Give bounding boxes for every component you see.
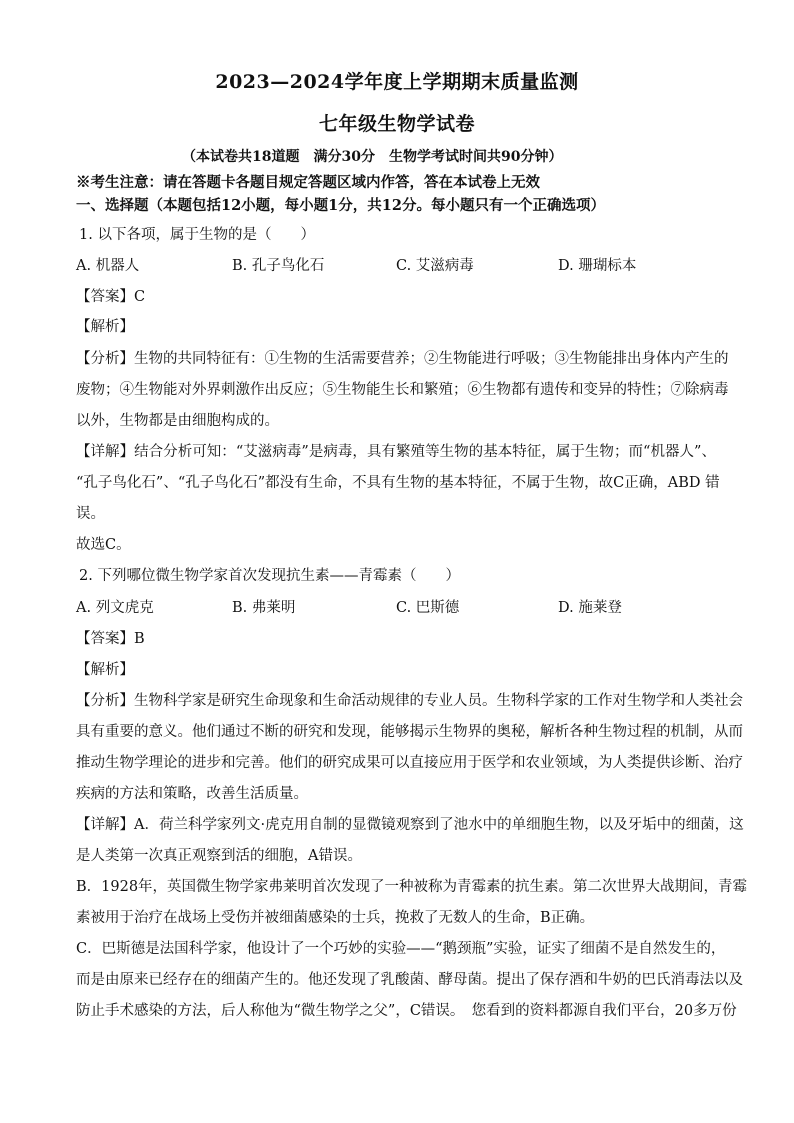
question-1-stem: 1. 以下各项，属于生物的是（ ）: [79, 227, 315, 243]
q1-analysis-line: 【分析】生物的共同特征有：①生物的生活需要营养；②生物能进行呼吸；③生物能排出身体内产生的: [76, 351, 729, 367]
q2-analysis-line: 推动生物学理论的进步和完善。他们的研究成果可以直接应用于医学和农业领域，为人类提供诊断、治疗: [76, 755, 743, 771]
q2-analysis-line: 【分析】生物科学家是研究生命现象和生命活动规律的专业人员。生物科学家的工作对生物学和人类社会: [76, 693, 743, 709]
q1-detail-line: 【详解】结合分析可知：“艾滋病毒”是病毒，具有繁殖等生物的基本特征，属于生物；而“机器人”、: [76, 444, 716, 460]
q2-option-d: D. 施莱登: [558, 600, 622, 616]
q1-option-d: D. 珊瑚标本: [558, 258, 637, 274]
exam-title: 2023—2024学年度上学期期末质量监测: [215, 71, 579, 93]
exam-subtitle: 七年级生物学试卷: [318, 113, 475, 135]
q2-detail-line: 素被用于治疗在战场上受伤并被细菌感染的士兵，挽救了无数人的生命，B正确。: [76, 910, 595, 926]
q2-option-a: A. 列文虎克: [76, 600, 154, 616]
q2-analysis-line: 疾病的方法和策略，改善生活质量。: [76, 786, 308, 802]
q2-option-c: C. 巴斯德: [396, 600, 460, 616]
q1-choice: 故选C。: [76, 537, 131, 553]
q1-detail-line: 误。: [76, 506, 105, 522]
q2-detail-line: 是人类第一次真正观察到活的细胞，A错误。: [76, 848, 362, 864]
q1-detail-line: “孔子鸟化石”、“孔子鸟化石”都没有生命，不具有生物的基本特征，不属于生物，故C正确，ABD 错: [76, 475, 720, 491]
q2-option-b: B. 弗莱明: [232, 600, 296, 616]
question-2-stem: 2. 下列哪位微生物学家首次发现抗生素——青霉素（ ）: [79, 568, 460, 584]
q2-detail-line: 防止手术感染的方法，后人称他为“微生物学之父”，C错误。 您看到的资料都源自我们平台，20多万份: [76, 1003, 737, 1019]
q1-option-c: C. 艾滋病毒: [396, 258, 474, 274]
section-heading: 一、选择题（本题包括12小题，每小题1分，共12分。每小题只有一个正确选项）: [76, 197, 605, 214]
q2-detail-line: 【详解】A．荷兰科学家列文·虎克用自制的显微镜观察到了池水中的单细胞生物，以及牙垢中的细菌，这: [76, 817, 744, 833]
q1-option-a: A. 机器人: [76, 258, 140, 274]
q1-option-b: B. 孔子鸟化石: [232, 258, 325, 274]
q2-jiexi-label: 【解析】: [76, 662, 134, 678]
q1-analysis-line: 以外，生物都是由细胞构成的。: [76, 413, 279, 429]
q2-analysis-line: 具有重要的意义。他们通过不断的研究和发现，能够揭示生物界的奥秘，解析各种生物过程的机制，从而: [76, 724, 743, 740]
q1-analysis-line: 废物；④生物能对外界刺激作出反应；⑤生物能生长和繁殖；⑥生物都有遗传和变异的特性；⑦除病毒: [76, 382, 729, 398]
q1-jiexi-label: 【解析】: [76, 319, 134, 335]
q2-answer: 【答案】B: [76, 631, 145, 647]
q2-detail-line: B．1928年，英国微生物学家弗莱明首次发现了一种被称为青霉素的抗生素。第二次世界大战期间，青霉: [76, 879, 748, 895]
q2-detail-line: 而是由原来已经存在的细菌产生的。他还发现了乳酸菌、酵母菌。提出了保存酒和牛奶的巴氏消毒法以及: [76, 972, 743, 988]
exam-info: （本试卷共18道题 满分30分 生物学考试时间共90分钟）: [182, 149, 563, 165]
q2-detail-line: C．巴斯德是法国科学家，他设计了一个巧妙的实验——“鹅颈瓶”实验，证实了细菌不是自然发生的，: [76, 941, 726, 957]
candidate-notice: ※考生注意：请在答题卡各题目规定答题区域内作答，答在本试卷上无效: [76, 174, 540, 191]
q1-answer: 【答案】C: [76, 289, 146, 305]
